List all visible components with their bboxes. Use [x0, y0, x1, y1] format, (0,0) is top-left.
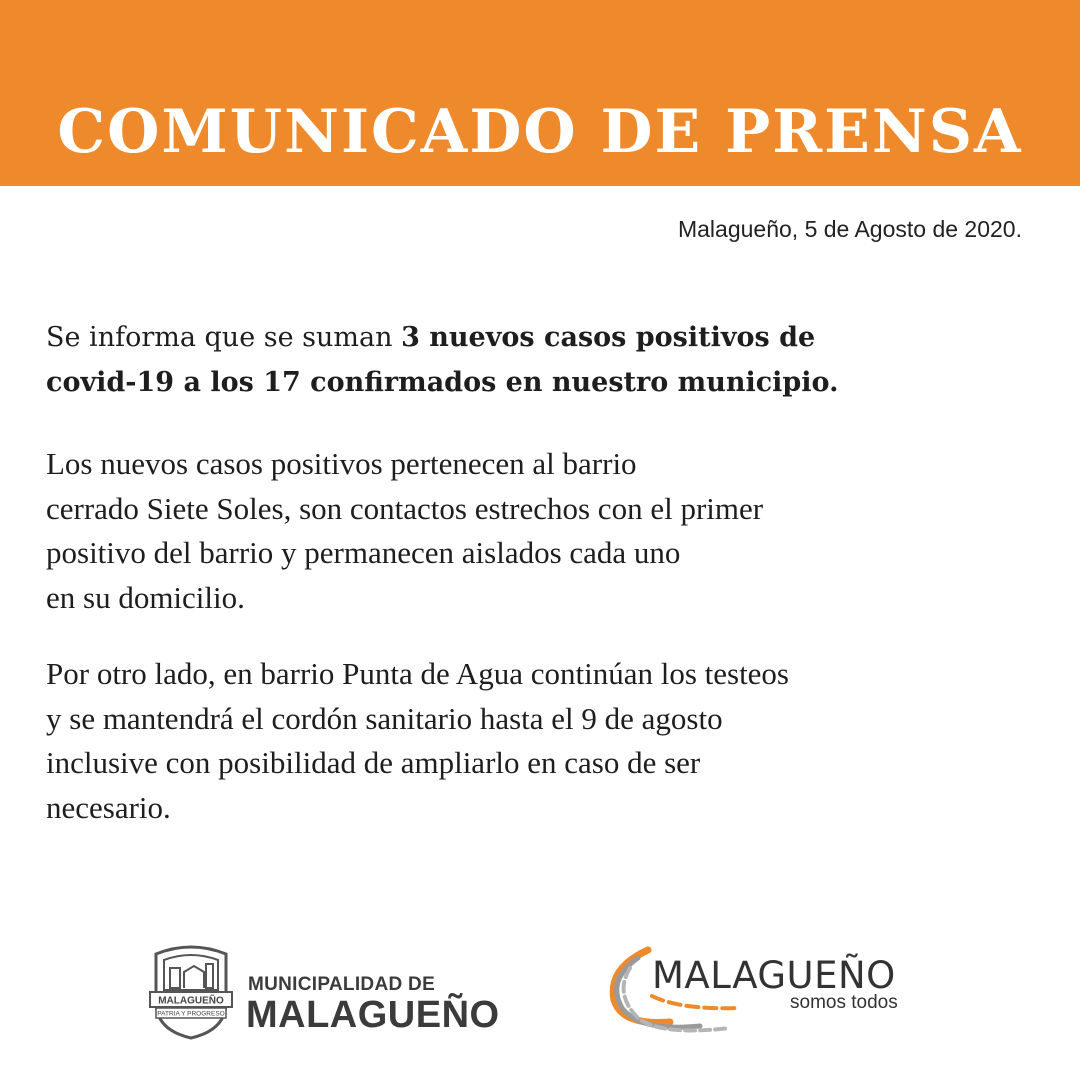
municipality-label: MUNICIPALIDAD DE: [248, 974, 436, 995]
lead-line-1: [46, 316, 1046, 361]
text-line: y se mantendrá el cordón sanitario hasta el 9 de agosto: [46, 700, 723, 736]
text-line: cerrado Siete Soles, son contactos estrechos con el primer: [46, 490, 764, 526]
municipal-crest-icon: [144, 944, 238, 1040]
text-line: inclusive con posibilidad de ampliarlo en caso de ser: [46, 745, 701, 780]
crest-name-text: MALAGUEÑO: [158, 995, 224, 1007]
header-banner: [0, 0, 1080, 186]
page-title: COMUNICADO DE PRENSA: [57, 97, 1023, 167]
lead-highlight-2: covid-19 a los 17 confirmados en nuestro municipio.: [46, 366, 839, 398]
lead-highlight-1: 3 nuevos casos positivos de: [401, 322, 816, 353]
text-line: Los nuevos casos positivos pertenecen al barrio: [46, 446, 637, 481]
municipality-name: MALAGUEÑO: [246, 994, 500, 1036]
crest-motto-text: PATRIA Y PROGRESO: [157, 1010, 225, 1018]
lead-line-2: [46, 361, 1046, 406]
brand-tagline: somos todos: [790, 992, 898, 1013]
text-line: Por otro lado, en barrio Punta de Agua continúan los testeos: [46, 656, 790, 691]
text-line: positivo del barrio y permanecen aislados cada uno: [46, 535, 681, 570]
dateline: Malagueño, 5 de Agosto de 2020.: [677, 216, 1022, 242]
paragraph-punta-de-agua: [46, 652, 1046, 830]
lead-intro: Se informa que se suman: [46, 322, 402, 353]
malagueno-brand-logo: [600, 938, 960, 1048]
brand-name: MALAGUEÑO: [652, 954, 896, 997]
municipalidad-logo: [144, 944, 524, 1044]
paragraph-lead: [46, 316, 1046, 405]
paragraph-new-cases: [46, 442, 1046, 620]
text-line: necesario.: [46, 789, 171, 825]
text-line: en su domicilio.: [46, 579, 245, 615]
